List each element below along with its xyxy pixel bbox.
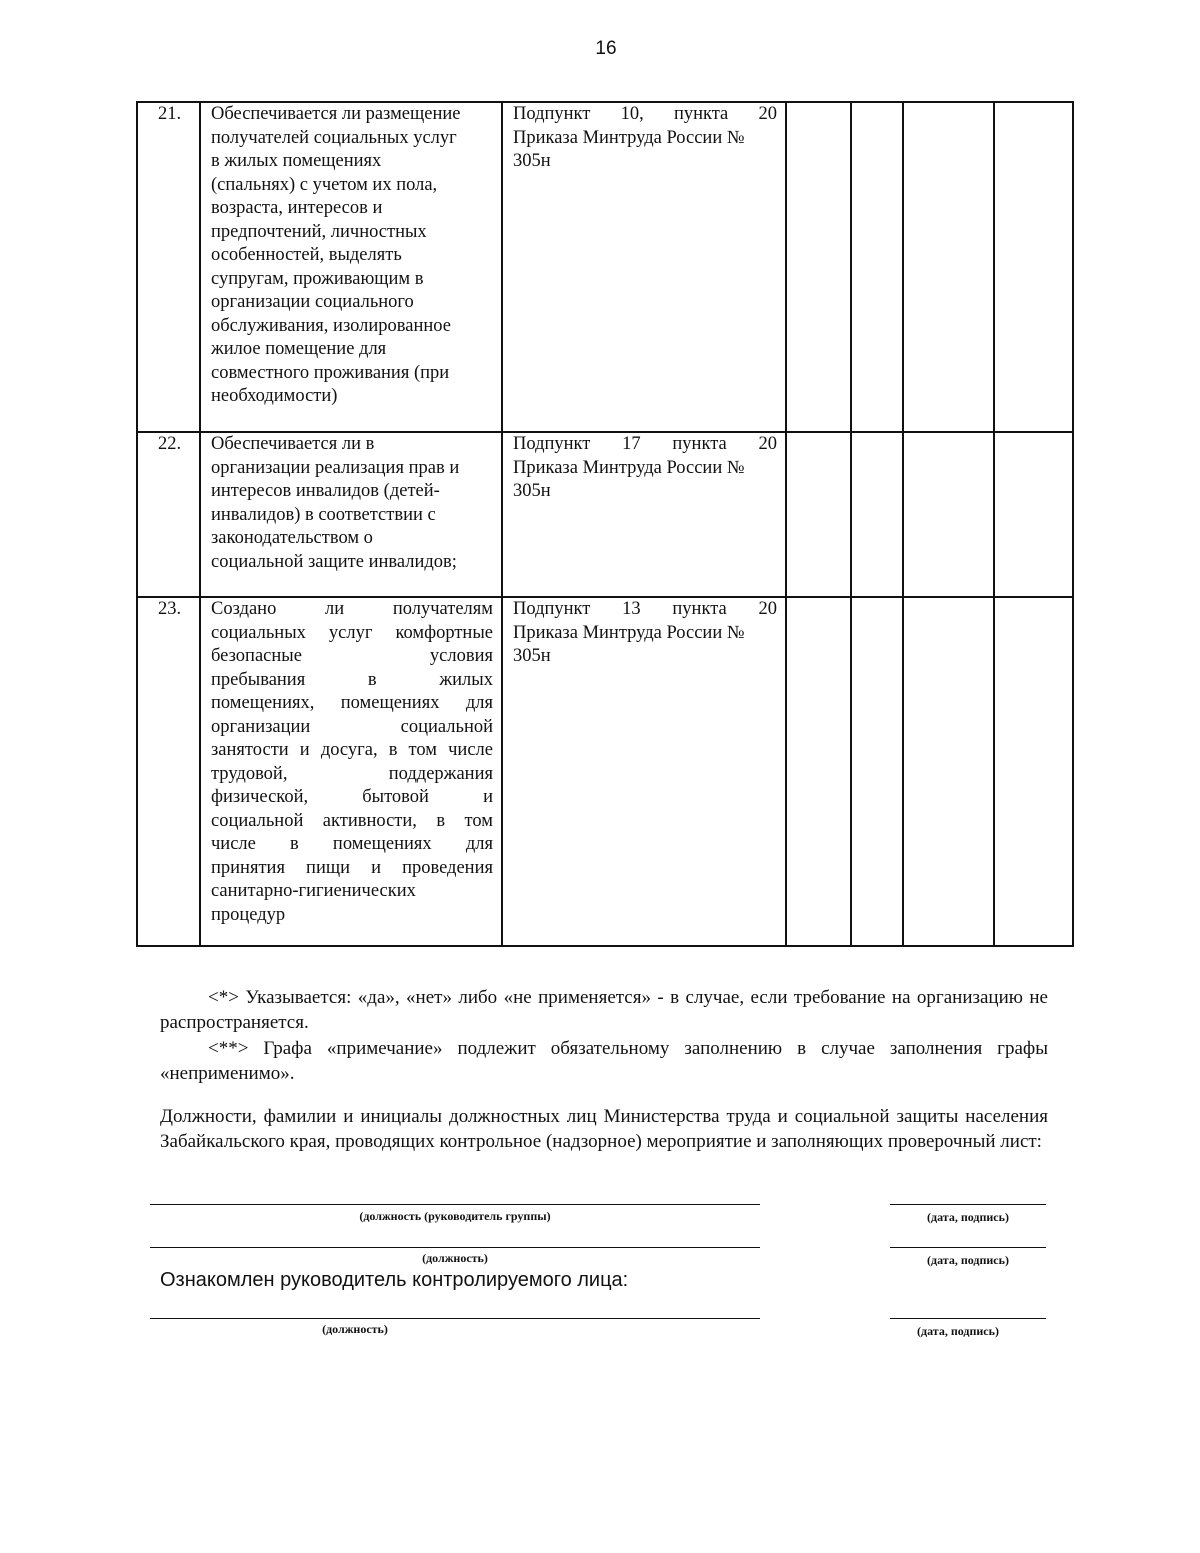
question-line: санитарно-гигиенических xyxy=(211,881,416,901)
legal-reference xyxy=(502,597,786,946)
acknowledged-label: Ознакомлен руководитель контролируемого лица: xyxy=(160,1269,629,1291)
signature-line-date-1 xyxy=(890,1204,1046,1205)
question-word: в xyxy=(436,810,446,831)
question-line: процедур xyxy=(211,904,286,925)
reference-line: Приказа Минтруда России № xyxy=(513,622,745,643)
reference-line: 305н xyxy=(513,151,551,171)
reference-line xyxy=(513,433,777,457)
reference-word: Подпункт xyxy=(513,104,591,124)
question-word: в xyxy=(290,834,299,854)
question-word: и xyxy=(483,787,493,807)
officials-text: Должности, фамилии и инициалы должностных лиц Министерства труда и социальной защиты населения Забайкальского края, проводящих контрольное (надзорное) мероприятие и заполняющих проверочный лист: xyxy=(160,1106,1048,1152)
question-word: условия xyxy=(429,646,493,666)
question-line: возраста, интересов и xyxy=(211,198,383,218)
date-caption-3: (дата, подпись) xyxy=(917,1324,999,1338)
question-word: трудовой, xyxy=(211,763,288,784)
row-number: 22. xyxy=(137,432,200,597)
question-word: социальной xyxy=(211,810,304,831)
reference-word: 20 xyxy=(758,599,777,619)
question-word: занятости xyxy=(211,740,289,760)
legal-reference xyxy=(502,102,786,432)
question-line: необходимости) xyxy=(211,386,338,406)
signature-caption-3: (должность) xyxy=(322,1322,388,1336)
date-caption-2: (дата, подпись) xyxy=(927,1253,1009,1267)
question-word: числе xyxy=(448,740,493,760)
table-row xyxy=(137,102,1073,432)
answer-not-applicable-cell xyxy=(903,102,994,432)
reference-word: Подпункт xyxy=(513,434,591,454)
question-word: принятия xyxy=(211,857,285,878)
question-line: совместного проживания (при xyxy=(211,362,450,383)
reference-line xyxy=(513,598,777,622)
question-line xyxy=(211,739,493,763)
signature-line-position-1 xyxy=(150,1204,760,1205)
date-caption-1: (дата, подпись) xyxy=(927,1210,1009,1224)
question-word: социальных xyxy=(211,622,306,643)
question-line: Обеспечивается ли в xyxy=(211,434,375,454)
question-word: проведения xyxy=(402,857,493,878)
answer-no-cell xyxy=(851,102,903,432)
question-word: получателям xyxy=(392,599,493,619)
question-word: услуг xyxy=(328,622,373,643)
note-cell xyxy=(994,432,1073,597)
question-word: для xyxy=(465,834,493,854)
question-word: пребывания xyxy=(211,669,306,690)
reference-word: 20 xyxy=(758,434,777,454)
question-line: законодательством о xyxy=(211,528,373,548)
question-line: в жилых помещениях xyxy=(211,151,382,171)
signature-line-position-2 xyxy=(150,1247,760,1248)
question-line xyxy=(211,833,493,857)
question-word: жилых xyxy=(439,669,493,690)
reference-word: 20 xyxy=(758,104,777,124)
reference-line xyxy=(513,103,777,127)
question-word: в xyxy=(367,669,377,690)
question-word: ли xyxy=(325,599,345,619)
question-line: интересов инвалидов (детей- xyxy=(211,481,440,501)
question-line: организации реализация прав и xyxy=(211,457,460,478)
question-word: безопасные xyxy=(211,646,302,666)
row-number: 23. xyxy=(137,597,200,946)
row-number: 21. xyxy=(137,102,200,432)
question-line xyxy=(211,692,493,716)
signature-line-position-3 xyxy=(150,1318,760,1319)
question-line: особенностей, выделять xyxy=(211,245,402,265)
question-word: в xyxy=(388,740,398,760)
question-line xyxy=(211,598,493,622)
question-line xyxy=(211,669,493,693)
reference-word: пункта xyxy=(672,434,727,454)
note-cell xyxy=(994,102,1073,432)
signature-caption-1: (должность (руководитель группы) xyxy=(359,1209,551,1223)
reference-word: 13 xyxy=(622,599,641,619)
reference-line: Приказа Минтруда России № xyxy=(513,457,745,478)
answer-yes-cell xyxy=(786,102,851,432)
answer-yes-cell xyxy=(786,597,851,946)
question-word: том xyxy=(408,740,437,760)
reference-word: пункта xyxy=(672,599,727,619)
question-word: бытовой xyxy=(362,787,429,807)
table-row xyxy=(137,432,1073,597)
question-line: инвалидов) в соответствии с xyxy=(211,504,436,525)
question-word: числе xyxy=(211,834,256,854)
requirement-question xyxy=(200,597,502,946)
question-line: Обеспечивается ли размещение xyxy=(211,104,461,124)
table-row xyxy=(137,597,1073,946)
footnote-2: <**> Графа «примечание» подлежит обязательному заполнению в случае заполнения графы «неприменимо». xyxy=(160,1038,1048,1084)
reference-word: Подпункт xyxy=(513,599,591,619)
question-line: жилое помещение для xyxy=(211,339,387,359)
answer-not-applicable-cell xyxy=(903,597,994,946)
question-line: обслуживания, изолированное xyxy=(211,315,451,336)
question-word: физической, xyxy=(211,787,309,807)
question-line xyxy=(211,810,493,834)
question-line xyxy=(211,763,493,787)
checklist-table xyxy=(136,101,1074,947)
reference-line: 305н xyxy=(513,646,551,666)
question-line xyxy=(211,645,493,669)
question-line: организации социального xyxy=(211,292,414,312)
reference-line: Приказа Минтруда России № xyxy=(513,127,745,148)
question-word: пищи xyxy=(306,857,350,878)
question-word: для xyxy=(465,693,493,713)
question-word: активности, xyxy=(322,810,417,831)
question-line: социальной защите инвалидов; xyxy=(211,551,457,572)
question-line xyxy=(211,716,493,740)
question-line xyxy=(211,622,493,646)
question-line: супругам, проживающим в xyxy=(211,268,424,289)
reference-word: 17 xyxy=(622,434,641,454)
reference-line: 305н xyxy=(513,481,551,501)
page-number: 16 xyxy=(595,38,617,59)
question-word: Создано xyxy=(211,599,277,619)
question-word: и xyxy=(371,857,381,878)
question-word: досуга, xyxy=(320,740,378,760)
signature-caption-2: (должность) xyxy=(422,1251,488,1265)
question-line xyxy=(211,786,493,810)
reference-word: 10, xyxy=(620,104,644,124)
question-word: организации xyxy=(211,716,311,737)
question-word: помещениях xyxy=(340,693,440,713)
answer-no-cell xyxy=(851,432,903,597)
question-line xyxy=(211,857,493,881)
requirement-question xyxy=(200,102,502,432)
answer-not-applicable-cell xyxy=(903,432,994,597)
note-cell xyxy=(994,597,1073,946)
question-line: (спальнях) с учетом их пола, xyxy=(211,174,438,195)
question-line: предпочтений, личностных xyxy=(211,221,427,242)
question-word: комфортные xyxy=(395,622,493,643)
footnote-1: <*> Указывается: «да», «нет» либо «не применяется» - в случае, если требование на организацию не распространяется. xyxy=(160,987,1048,1033)
reference-word: пункта xyxy=(673,104,729,124)
question-word: и xyxy=(299,740,310,760)
question-word: помещениях, xyxy=(211,693,315,713)
requirement-question xyxy=(200,432,502,597)
signature-line-date-3 xyxy=(890,1318,1046,1319)
answer-yes-cell xyxy=(786,432,851,597)
signature-line-date-2 xyxy=(890,1247,1046,1248)
question-word: том xyxy=(464,810,493,831)
question-word: социальной xyxy=(400,716,493,737)
legal-reference xyxy=(502,432,786,597)
question-word: поддержания xyxy=(388,763,493,784)
question-word: помещениях xyxy=(332,834,432,854)
question-line: получателей социальных услуг xyxy=(211,127,457,148)
answer-no-cell xyxy=(851,597,903,946)
